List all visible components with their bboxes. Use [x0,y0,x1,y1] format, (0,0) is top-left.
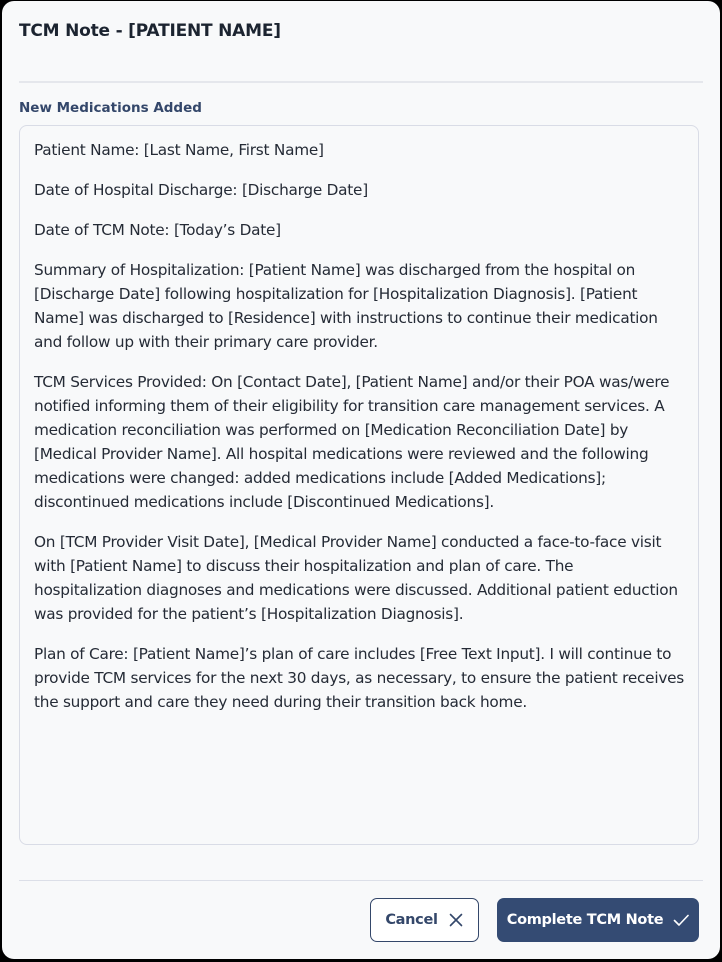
note-paragraph-patient-name: Patient Name: [Last Name, First Name] [34,141,324,159]
complete-tcm-note-button[interactable] [497,898,699,942]
modal-title: TCM Note - [PATIENT NAME] [19,21,281,41]
tcm-note-modal [2,1,720,959]
complete-button-label: Complete TCM Note [506,912,664,928]
cancel-button-label: Cancel [385,912,438,928]
note-paragraph-discharge-date: Date of Hospital Discharge: [Discharge Date] [34,181,368,199]
note-field-label: New Medications Added [19,100,202,116]
header-divider [19,81,703,83]
note-paragraph-note-date: Date of TCM Note: [Today’s Date] [34,221,281,239]
footer-divider [19,880,703,881]
cancel-button[interactable] [370,898,479,942]
note-textarea[interactable] [19,125,699,845]
note-paragraph-services: TCM Services Provided: On [Contact Date], [Patient Name] and/or their POA was/were notified informing them of their eligibility for transition care management services. A medication reconciliation was performed on [Medication Reconciliation Date] by [Medical Provider Name]. All hospital medications were reviewed and the following medications were changed: added medications include [Added Medications]; discontinued medications include [Discontinued Medications]. [34,373,670,511]
close-icon [448,912,464,928]
note-paragraph-summary: Summary of Hospitalization: [Patient Name] was discharged from the hospital on [Discharge Date] following hospitalization for [Hospitalization Diagnosis]. [Patient Name] was discharged to [Residence] with instructions to continue their medication and follow up with their primary care provider. [34,261,658,351]
note-paragraph-plan: Plan of Care: [Patient Name]’s plan of care includes [Free Text Input]. I will continue to provide TCM services for the next 30 days, as necessary, to ensure the patient receives the support and care they need during their transition back home. [34,645,685,711]
note-paragraph-visit: On [TCM Provider Visit Date], [Medical Provider Name] conducted a face-to-face visit with [Patient Name] to discuss their hospitalization and plan of care. The hospitalization diagnoses and medications were discussed. Additional patient eduction was provided for the patient’s [Hospitalization Diagnosis]. [34,533,678,623]
check-icon [673,912,689,928]
